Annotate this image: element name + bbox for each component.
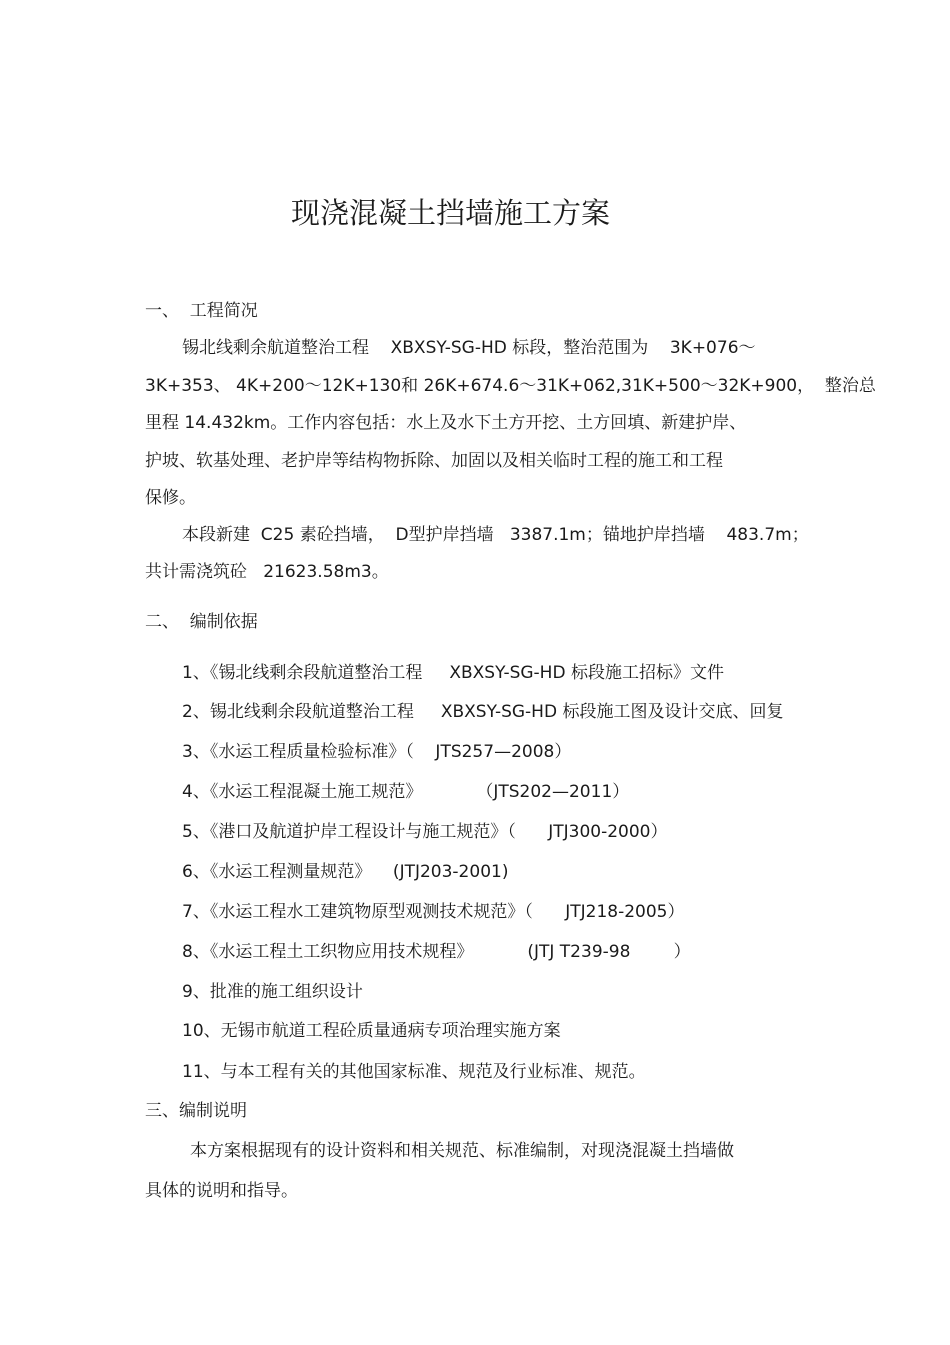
basis-item-5: 5、《港口及航道护岸工程设计与施工规范》（ JTJ300-2000） [182, 822, 668, 842]
overview-line-2: 3K+353、 4K+200～12K+130和 26K+674.6～31K+062,31K+500～32K+900， 整治总 [145, 376, 876, 396]
overview-line-4: 护坡、软基处理、老护岸等结构物拆除、加固以及相关临时工程的施工和工程 [145, 451, 723, 471]
document-title: 现浇混凝土挡墙施工方案 [291, 196, 611, 230]
section-heading-overview: 一、 工程简况 [145, 301, 258, 321]
basis-item-11: 11、与本工程有关的其他国家标准、规范及行业标准、规范。 [182, 1062, 646, 1082]
section-heading-basis: 二、 编制依据 [145, 612, 258, 632]
overview-line-1: 锡北线剩余航道整治工程 XBXSY-SG-HD 标段，整治范围为 3K+076～ [182, 338, 756, 358]
basis-item-7: 7、《水运工程水工建筑物原型观测技术规范》（ JTJ218-2005） [182, 902, 685, 922]
overview-line-7: 共计需浇筑砼 21623.58m3。 [145, 562, 389, 582]
basis-item-10: 10、无锡市航道工程砼质量通病专项治理实施方案 [182, 1021, 561, 1041]
notes-line-1: 本方案根据现有的设计资料和相关规范、标准编制，对现浇混凝土挡墙做 [190, 1141, 734, 1161]
section-heading-notes: 三、编制说明 [145, 1101, 247, 1121]
notes-line-2: 具体的说明和指导。 [145, 1181, 298, 1201]
basis-item-4: 4、《水运工程混凝土施工规范》 （JTS202—2011） [182, 782, 630, 802]
overview-line-5: 保修。 [145, 488, 196, 508]
overview-line-3: 里程 14.432km。工作内容包括：水上及水下土方开挖、土方回填、新建护岸、 [145, 413, 747, 433]
overview-line-6: 本段新建 C25 素砼挡墙， D型护岸挡墙 3387.1m；锚地护岸挡墙 483.7m； [182, 525, 809, 545]
basis-item-6: 6、《水运工程测量规范》 (JTJ203-2001) [182, 862, 509, 882]
basis-item-2: 2、锡北线剩余段航道整治工程 XBXSY-SG-HD 标段施工图及设计交底、回复 [182, 702, 784, 722]
basis-item-3: 3、《水运工程质量检验标准》（ JTS257—2008） [182, 742, 572, 762]
basis-item-9: 9、批准的施工组织设计 [182, 982, 363, 1002]
basis-item-8: 8、《水运工程土工织物应用技术规程》 (JTJ T239-98 ） [182, 942, 691, 962]
basis-item-1: 1、《锡北线剩余段航道整治工程 XBXSY-SG-HD 标段施工招标》文件 [182, 663, 724, 683]
